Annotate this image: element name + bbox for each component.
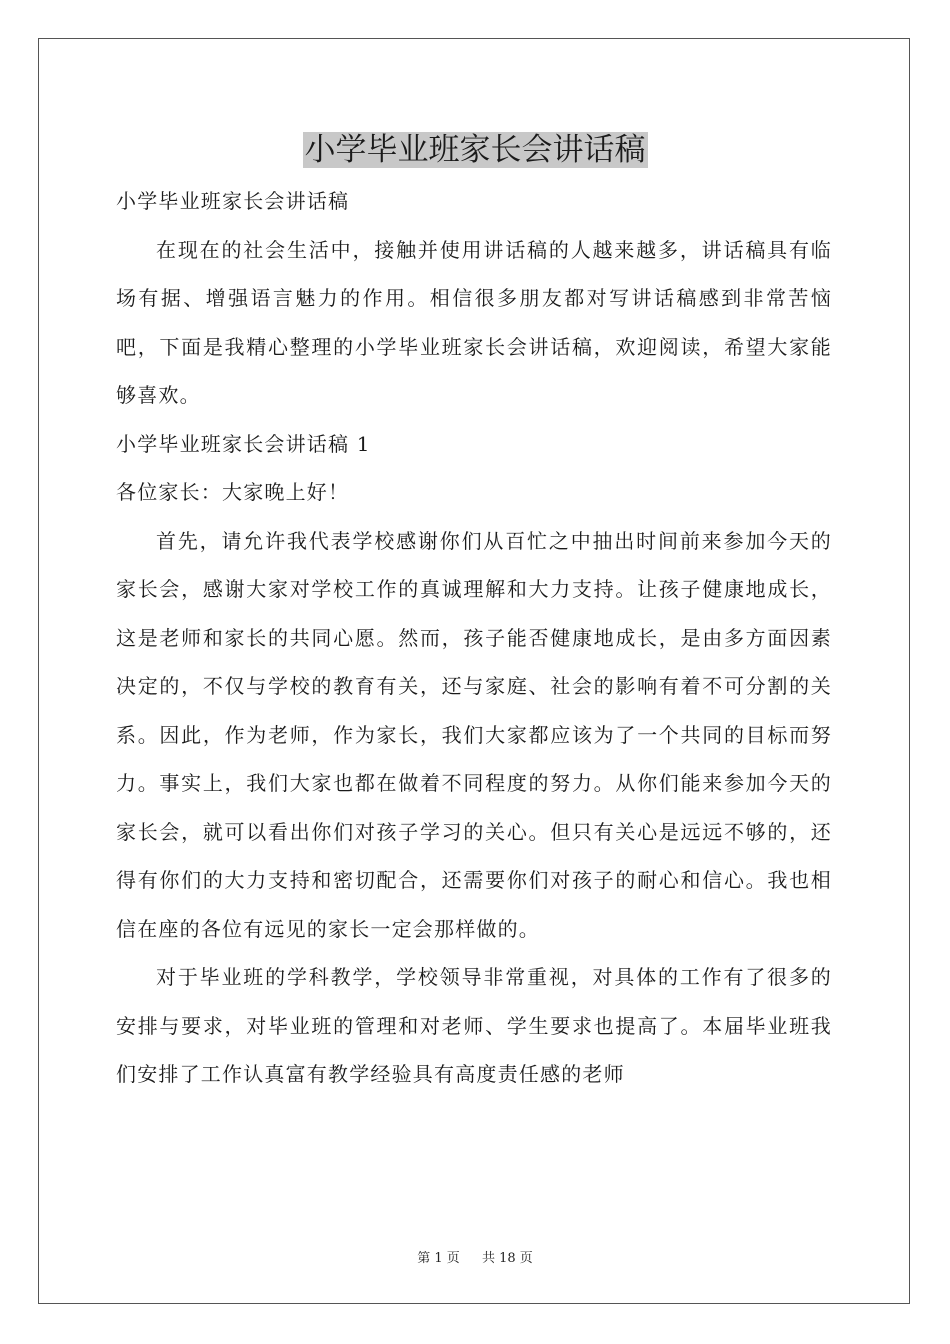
paragraph-greeting: 各位家长：大家晚上好！ <box>116 480 350 504</box>
paragraph-section-heading: 小学毕业班家长会讲话稿 1 <box>116 431 371 456</box>
document-title <box>0 128 950 172</box>
page-number: 第 1 页 <box>417 1251 460 1266</box>
page-total: 共 18 页 <box>481 1251 533 1266</box>
paragraph-body-2: 对于毕业班的学科教学，学校领导非常重视，对具体的工作有了很多的安排与要求，对毕业班的管理和对老师、学生要求也提高了。本届毕业班我们安排了工作认真富有教学经验具有高度责任感的老师 <box>116 965 832 1086</box>
document-title-text: 小学毕业班家长会讲话稿 <box>304 132 646 168</box>
document-body <box>116 177 832 1099</box>
paragraph-intro: 在现在的社会生活中，接触并使用讲话稿的人越来越多，讲话稿具有临场有据、增强语言魅力的作用。相信很多朋友都对写讲话稿感到非常苦恼吧，下面是我精心整理的小学毕业班家长会讲话稿，欢迎阅读，希望大家能够喜欢。 <box>116 237 832 407</box>
page-footer <box>0 1247 950 1266</box>
paragraph-body-1: 首先，请允许我代表学校感谢你们从百忙之中抽出时间前来参加今天的家长会，感谢大家对学校工作的真诚理解和大力支持。让孩子健康地成长，这是老师和家长的共同心愿。然而，孩子能否健康地成长，是由多方面因素决定的，不仅与学校的教育有关，还与家庭、社会的影响有着不可分割的关系。因此，作为老师，作为家长，我们大家都应该为了一个共同的目标而努力。事实上，我们大家也都在做着不同程度的努力。从你们能来参加今天的家长会，就可以看出你们对孩子学习的关心。但只有关心是远远不够的，还得有你们的大力支持和密切配合，还需要你们对孩子的耐心和信心。我也相信在座的各位有远见的家长一定会那样做的。 <box>116 528 832 941</box>
paragraph-subtitle: 小学毕业班家长会讲话稿 <box>116 189 350 213</box>
